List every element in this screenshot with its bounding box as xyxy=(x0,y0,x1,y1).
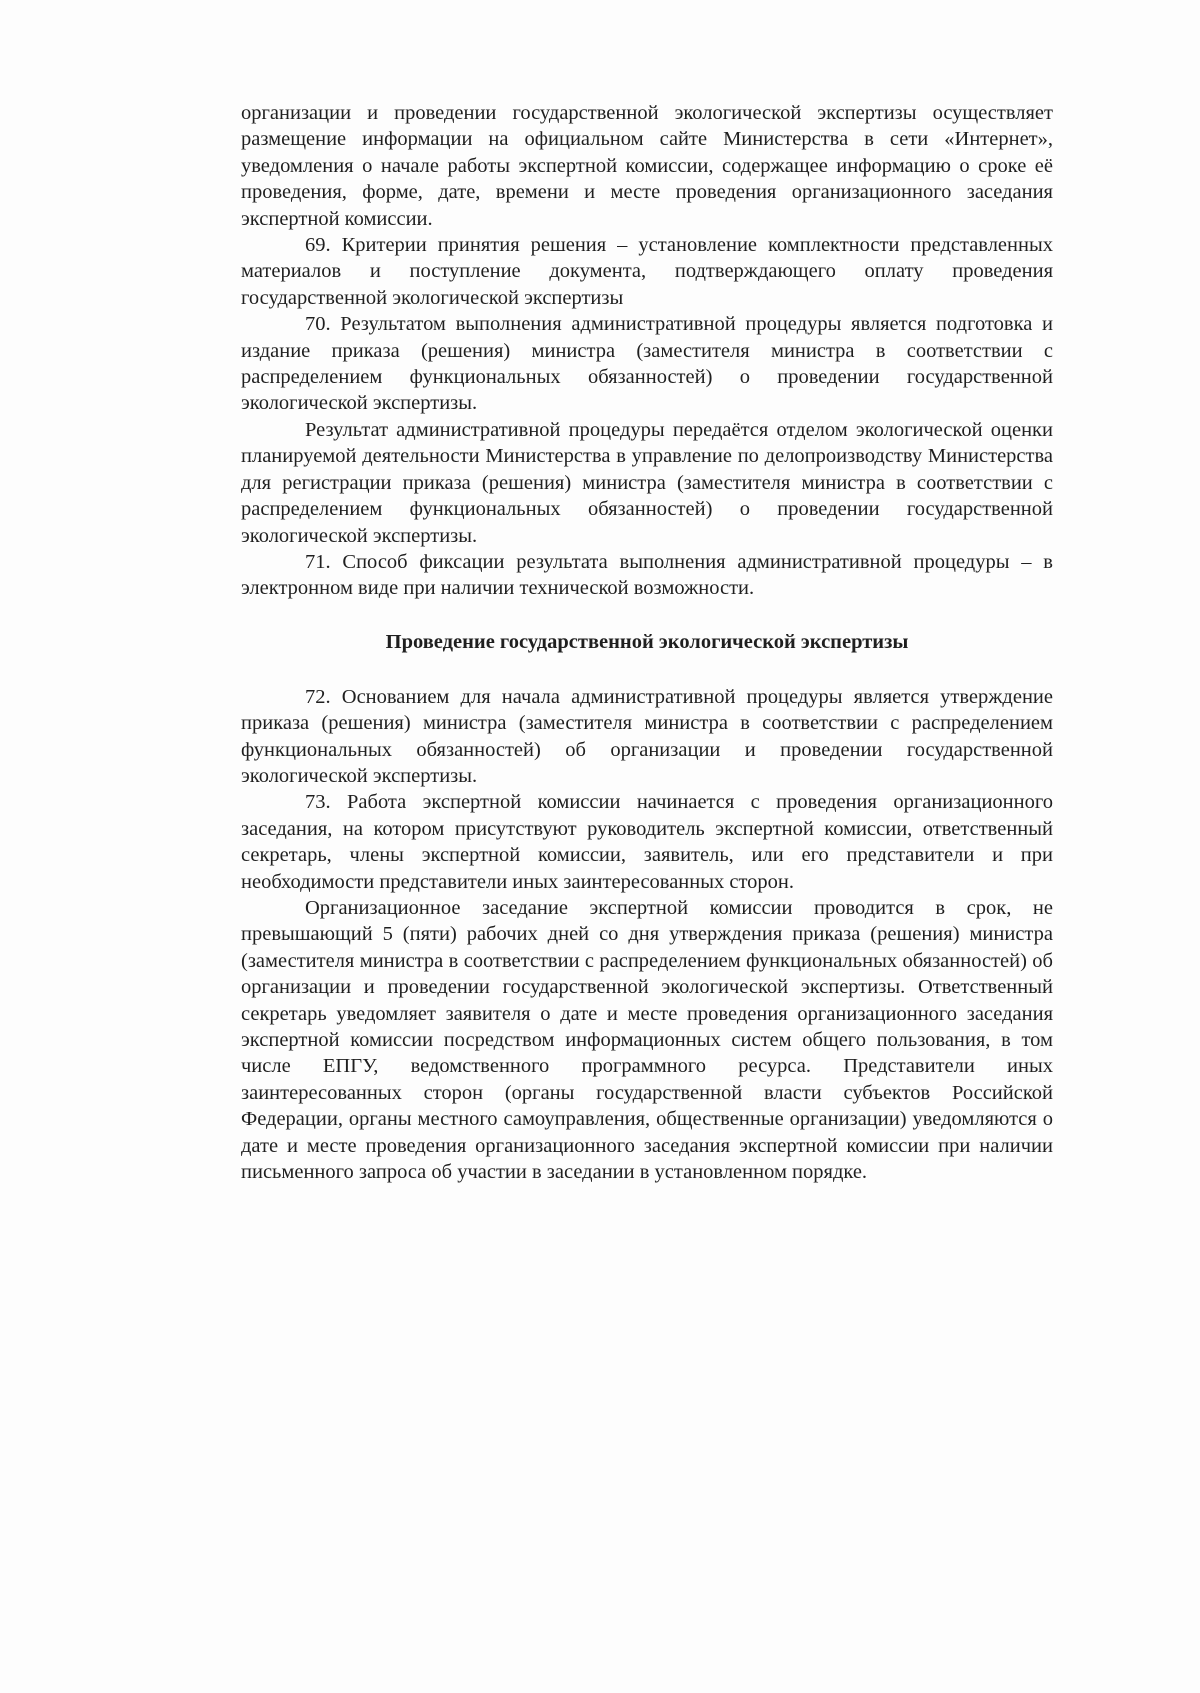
paragraph-72: 72. Основанием для начала административной процедуры является утверждение приказа (решения) министра (заместителя министра в соответствии с распределением функциональных обязанностей) об организации и проведении государственной экологической экспертизы. xyxy=(241,685,1053,787)
paragraph-70-result: Результат административной процедуры передаётся отделом экологической оценки планируемой деятельности Министерства в управление по делопроизводству Министерства для регистрации приказа (решения) министра (заместителя министра в соответствии с распределением функциональных обязанностей) о проведении государственной экологической экспертизы. xyxy=(241,418,1053,547)
paragraph-70: 70. Результатом выполнения административной процедуры является подготовка и издание приказа (решения) министра (заместителя министра в соответствии с распределением функциональных обязанностей) о проведении государственной экологической экспертизы. xyxy=(241,313,1053,415)
paragraph-73-meeting: Организационное заседание экспертной комиссии проводится в срок, не превышающий 5 (пяти) рабочих дней со дня утверждения приказа (решения) министра (заместителя министра в соответствии с распределением функциональных обязанностей) об организации и проведении государственной экологической экспертизы. Ответственный секретарь уведомляет заявителя о дате и месте проведения организационного заседания экспертной комиссии посредством информационных систем общего пользования, в том числе ЕПГУ, ведомственного программного ресурса. Представители иных заинтересованных сторон (органы государственной власти субъектов Российской Федерации, органы местного самоуправления, общественные организации) уведомляются о дате и месте проведения организационного заседания экспертной комиссии при наличии письменного запроса об участии в заседании в установленном порядке. xyxy=(241,896,1053,1184)
paragraph-71: 71. Способ фиксации результата выполнения административной процедуры – в электронном виде при наличии технической возможности. xyxy=(241,550,1053,600)
paragraph-continuation: организации и проведении государственной экологической экспертизы осуществляет размещение информации на официальном сайте Министерства в сети «Интернет», уведомления о начале работы экспертной комиссии, содержащее информацию о сроке её проведения, форме, дате, времени и месте проведения организационного заседания экспертной комиссии. xyxy=(241,102,1053,230)
document-body xyxy=(241,100,1053,1185)
paragraph-73: 73. Работа экспертной комиссии начинается с проведения организационного заседания, на котором присутствуют руководитель экспертной комиссии, ответственный секретарь, члены экспертной комиссии, заявитель, или его представители и при необходимости представители иных заинтересованных сторон. xyxy=(241,791,1053,893)
paragraph-69: 69. Критерии принятия решения – установление комплектности представленных материалов и поступление документа, подтверждающего оплату проведения государственной экологической экспертизы xyxy=(241,234,1053,309)
section-heading: Проведение государственной экологической экспертизы xyxy=(385,630,909,653)
